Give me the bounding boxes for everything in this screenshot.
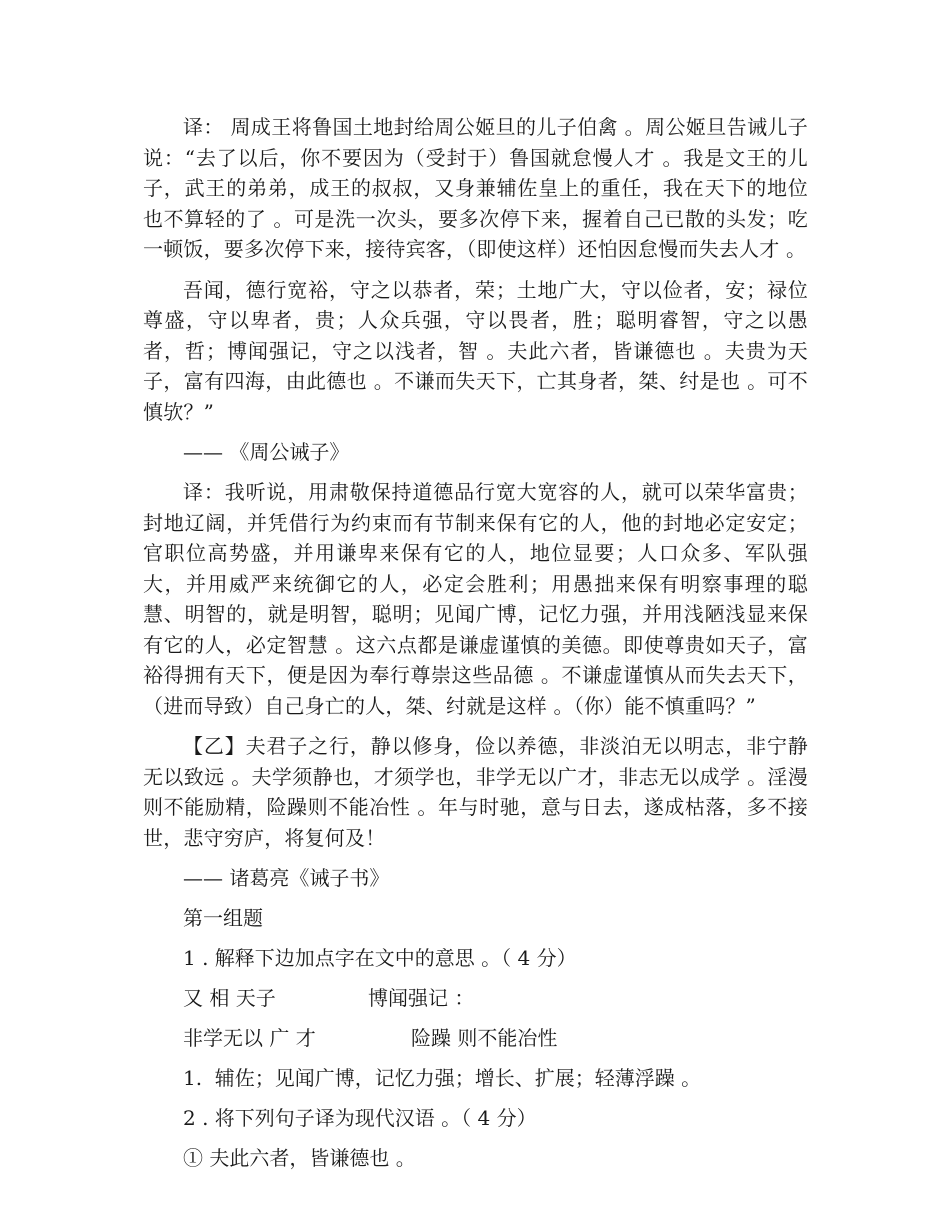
- original-text-paragraph: 吾闻，德行宽裕，守之以恭者，荣；土地广大，守以俭者，安；禄位尊盛，守以卑者，贵；人众兵强，守以畏者，胜；聪明睿智，守之以愚者，哲；博闻强记，守之以浅者，智 。夫此六者，皆谦德也 。夫贵为天子，富有四海，由此德也 。不谦而失天下，亡其身者，桀、纣是也 。可不慎欤？”: [143, 277, 808, 424]
- source-attribution-zhougong: —— 《周公诫子》: [183, 440, 350, 464]
- question-1-item-c: 非学无以 广 才: [183, 1026, 316, 1050]
- question-1-item-d: 险躁 则不能冶性: [411, 1026, 558, 1050]
- translation-paragraph-2: 译：我听说，用肃敬保持道德品行宽大宽容的人，就可以荣华富贵；封地辽阔，并凭借行为约束而有节制来保有它的人，他的封地必定安定；官职位高势盛，并用谦卑来保有它的人，地位显要；人口众多、军队强大，并用威严来统御它的人，必定会胜利；用愚拙来保有明察事理的聪慧、明智的，就是明智，聪明；见闻广博，记忆力强，并用浅陋浅显来保有它的人，必定智慧 。这六点都是谦虚谨慎的美德。即使尊贵如天子，富裕得拥有天下，便是因为奉行尊崇这些品德 。不谦虚谨慎从而失去天下，（进而导致）自己身亡的人，桀、纣就是这样 。（你）能不慎重吗？”: [143, 480, 808, 718]
- question-1-item-b: 博闻强记 ：: [368, 986, 475, 1010]
- question-1-items-row-1: [143, 983, 808, 1013]
- question-2: 2 . 将下列句子译为现代汉语 。（ 4 分）: [183, 1106, 537, 1130]
- exercise-group-title: 第一组题: [183, 906, 263, 930]
- passage-yi-paragraph: 【乙】夫君子之行，静以修身，俭以养德，非淡泊无以明志，非宁静无以致远 。夫学须静也，才须学也，非学无以广才，非志无以成学 。淫漫则不能励精，险躁则不能冶性 。年与时驰，意与日去，遂成枯落，多不接世，悲守穷庐，将复何及！: [143, 734, 808, 850]
- translation-paragraph-1: 译： 周成王将鲁国土地封给周公姬旦的儿子伯禽 。周公姬旦告诫儿子说：“去了以后，你不要因为（受封于）鲁国就怠慢人才 。我是文王的儿子，武王的弟弟，成王的叔叔，又身兼辅佐皇上的重任，我在天下的地位也不算轻的了 。可是洗一次头，要多次停下来，握着自己已散的头发；吃一顿饭，要多次停下来，接待宾客，（即使这样）还怕因怠慢而失去人才 。: [143, 115, 808, 261]
- question-1-item-a: 又 相 天子: [183, 986, 276, 1010]
- document-body: [143, 112, 808, 1183]
- answer-1: 1. 辅佐；见闻广博，记忆力强；增长、扩展；轻薄浮躁 。: [183, 1066, 702, 1090]
- question-2-item-1: ① 夫此六者，皆谦德也 。: [183, 1146, 416, 1170]
- question-1: 1 . 解释下边加点字在文中的意思 。（ 4 分）: [183, 946, 577, 970]
- source-attribution-zhuge: —— 诸葛亮《诫子书》: [183, 866, 390, 890]
- question-1-items-row-2: [143, 1023, 808, 1053]
